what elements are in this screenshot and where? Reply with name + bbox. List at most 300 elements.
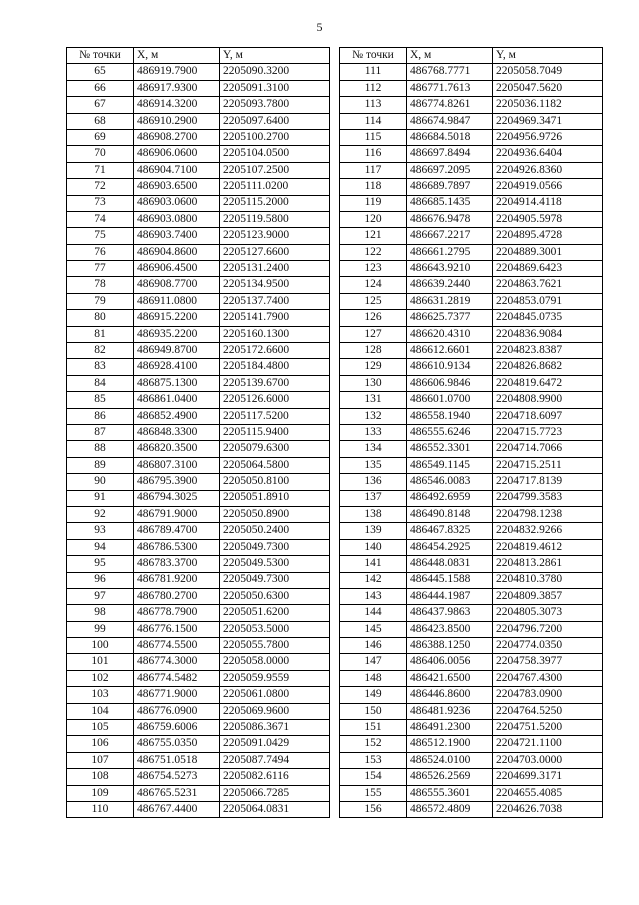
table-row bbox=[67, 392, 330, 408]
point-number-cell: 140 bbox=[340, 539, 407, 555]
y-coordinate-cell: 2205055.7800 bbox=[220, 638, 330, 654]
x-coordinate-cell: 486481.9236 bbox=[407, 703, 493, 719]
y-coordinate-cell: 2205139.6700 bbox=[220, 375, 330, 391]
y-coordinate-cell: 2204889.3001 bbox=[493, 244, 603, 260]
x-coordinate-cell: 486558.1940 bbox=[407, 408, 493, 424]
x-coordinate-cell: 486776.1500 bbox=[134, 621, 220, 637]
y-coordinate-cell: 2205093.7800 bbox=[220, 97, 330, 113]
table-row bbox=[67, 113, 330, 129]
point-number-cell: 150 bbox=[340, 703, 407, 719]
point-number-cell: 96 bbox=[67, 572, 134, 588]
table-row bbox=[67, 375, 330, 391]
x-coordinate-cell: 486606.9846 bbox=[407, 375, 493, 391]
y-coordinate-cell: 2204914.4118 bbox=[493, 195, 603, 211]
x-coordinate-cell: 486549.1145 bbox=[407, 457, 493, 473]
x-coordinate-cell: 486767.4400 bbox=[134, 801, 220, 817]
table-row bbox=[340, 490, 603, 506]
table-row bbox=[340, 736, 603, 752]
table-row bbox=[340, 556, 603, 572]
x-coordinate-cell: 486406.0056 bbox=[407, 654, 493, 670]
table-row bbox=[340, 326, 603, 342]
x-coordinate-cell: 486768.7771 bbox=[407, 64, 493, 80]
point-number-cell: 152 bbox=[340, 736, 407, 752]
coordinates-table-left bbox=[66, 47, 330, 818]
table-row bbox=[67, 588, 330, 604]
point-number-cell: 125 bbox=[340, 293, 407, 309]
page-number: 5 bbox=[316, 20, 323, 34]
x-coordinate-cell: 486919.7900 bbox=[134, 64, 220, 80]
y-coordinate-cell: 2205115.2000 bbox=[220, 195, 330, 211]
y-coordinate-cell: 2205047.5620 bbox=[493, 80, 603, 96]
point-number-cell: 76 bbox=[67, 244, 134, 260]
point-number-cell: 87 bbox=[67, 424, 134, 440]
y-coordinate-cell: 2205049.7300 bbox=[220, 539, 330, 555]
y-coordinate-cell: 2205091.0429 bbox=[220, 736, 330, 752]
table-row bbox=[67, 244, 330, 260]
point-number-cell: 135 bbox=[340, 457, 407, 473]
point-number-cell: 111 bbox=[340, 64, 407, 80]
point-number-cell: 93 bbox=[67, 523, 134, 539]
table-row bbox=[67, 720, 330, 736]
table-row bbox=[67, 326, 330, 342]
point-number-cell: 108 bbox=[67, 769, 134, 785]
point-number-cell: 83 bbox=[67, 359, 134, 375]
y-coordinate-cell: 2204936.6404 bbox=[493, 146, 603, 162]
y-coordinate-cell: 2205172.6600 bbox=[220, 343, 330, 359]
point-number-cell: 126 bbox=[340, 310, 407, 326]
point-number-cell: 81 bbox=[67, 326, 134, 342]
table-row bbox=[340, 97, 603, 113]
table-row bbox=[340, 64, 603, 80]
point-number-cell: 145 bbox=[340, 621, 407, 637]
point-number-cell: 69 bbox=[67, 129, 134, 145]
table-row bbox=[340, 146, 603, 162]
x-coordinate-cell: 486631.2819 bbox=[407, 293, 493, 309]
y-coordinate-cell: 2205091.3100 bbox=[220, 80, 330, 96]
point-number-cell: 84 bbox=[67, 375, 134, 391]
point-number-cell: 102 bbox=[67, 670, 134, 686]
table-row bbox=[340, 539, 603, 555]
y-coordinate-cell: 2205059.9559 bbox=[220, 670, 330, 686]
x-coordinate-cell: 486643.9210 bbox=[407, 261, 493, 277]
table-row bbox=[340, 277, 603, 293]
y-coordinate-cell: 2204895.4728 bbox=[493, 228, 603, 244]
x-coordinate-cell: 486848.3300 bbox=[134, 424, 220, 440]
table-row bbox=[340, 211, 603, 227]
x-coordinate-cell: 486572.4809 bbox=[407, 801, 493, 817]
x-coordinate-cell: 486625.7377 bbox=[407, 310, 493, 326]
table-row bbox=[67, 457, 330, 473]
y-coordinate-cell: 2205087.7494 bbox=[220, 752, 330, 768]
x-coordinate-cell: 486524.0100 bbox=[407, 752, 493, 768]
point-number-cell: 144 bbox=[340, 605, 407, 621]
table-row bbox=[340, 179, 603, 195]
table-row bbox=[67, 556, 330, 572]
point-number-cell: 92 bbox=[67, 506, 134, 522]
table-row bbox=[67, 146, 330, 162]
header-x: X, м bbox=[407, 48, 493, 64]
x-coordinate-cell: 486697.8494 bbox=[407, 146, 493, 162]
table-row bbox=[340, 785, 603, 801]
table-row bbox=[67, 769, 330, 785]
header-point-number: № точки bbox=[67, 48, 134, 64]
point-number-cell: 112 bbox=[340, 80, 407, 96]
table-row bbox=[340, 457, 603, 473]
x-coordinate-cell: 486490.8148 bbox=[407, 506, 493, 522]
x-coordinate-cell: 486765.5231 bbox=[134, 785, 220, 801]
table-row bbox=[67, 80, 330, 96]
x-coordinate-cell: 486610.9134 bbox=[407, 359, 493, 375]
x-coordinate-cell: 486908.7700 bbox=[134, 277, 220, 293]
y-coordinate-cell: 2205137.7400 bbox=[220, 293, 330, 309]
y-coordinate-cell: 2204715.7723 bbox=[493, 424, 603, 440]
y-coordinate-cell: 2204767.4300 bbox=[493, 670, 603, 686]
y-coordinate-cell: 2204774.0350 bbox=[493, 638, 603, 654]
point-number-cell: 94 bbox=[67, 539, 134, 555]
y-coordinate-cell: 2204905.5978 bbox=[493, 211, 603, 227]
point-number-cell: 130 bbox=[340, 375, 407, 391]
x-coordinate-cell: 486875.1300 bbox=[134, 375, 220, 391]
point-number-cell: 143 bbox=[340, 588, 407, 604]
point-number-cell: 155 bbox=[340, 785, 407, 801]
x-coordinate-cell: 486807.3100 bbox=[134, 457, 220, 473]
table-row bbox=[67, 539, 330, 555]
x-coordinate-cell: 486903.0800 bbox=[134, 211, 220, 227]
y-coordinate-cell: 2204863.7621 bbox=[493, 277, 603, 293]
x-coordinate-cell: 486903.0600 bbox=[134, 195, 220, 211]
point-number-cell: 117 bbox=[340, 162, 407, 178]
y-coordinate-cell: 2205097.6400 bbox=[220, 113, 330, 129]
point-number-cell: 95 bbox=[67, 556, 134, 572]
table-row bbox=[340, 392, 603, 408]
point-number-cell: 85 bbox=[67, 392, 134, 408]
x-coordinate-cell: 486908.2700 bbox=[134, 129, 220, 145]
y-coordinate-cell: 2205090.3200 bbox=[220, 64, 330, 80]
header-y: Y, м bbox=[493, 48, 603, 64]
y-coordinate-cell: 2205086.3671 bbox=[220, 720, 330, 736]
y-coordinate-cell: 2205050.6300 bbox=[220, 588, 330, 604]
point-number-cell: 70 bbox=[67, 146, 134, 162]
point-number-cell: 148 bbox=[340, 670, 407, 686]
table-row bbox=[340, 195, 603, 211]
x-coordinate-cell: 486928.4100 bbox=[134, 359, 220, 375]
table-row bbox=[340, 375, 603, 391]
y-coordinate-cell: 2205115.9400 bbox=[220, 424, 330, 440]
y-coordinate-cell: 2205141.7900 bbox=[220, 310, 330, 326]
x-coordinate-cell: 486791.9000 bbox=[134, 506, 220, 522]
y-coordinate-cell: 2205107.2500 bbox=[220, 162, 330, 178]
table-row bbox=[67, 736, 330, 752]
y-coordinate-cell: 2205066.7285 bbox=[220, 785, 330, 801]
table-row bbox=[67, 162, 330, 178]
point-number-cell: 129 bbox=[340, 359, 407, 375]
y-coordinate-cell: 2204699.3171 bbox=[493, 769, 603, 785]
point-number-cell: 133 bbox=[340, 424, 407, 440]
table-row bbox=[340, 162, 603, 178]
table-row bbox=[67, 785, 330, 801]
point-number-cell: 82 bbox=[67, 343, 134, 359]
y-coordinate-cell: 2204819.4612 bbox=[493, 539, 603, 555]
x-coordinate-cell: 486601.0700 bbox=[407, 392, 493, 408]
point-number-cell: 65 bbox=[67, 64, 134, 80]
point-number-cell: 124 bbox=[340, 277, 407, 293]
y-coordinate-cell: 2204819.6472 bbox=[493, 375, 603, 391]
point-number-cell: 116 bbox=[340, 146, 407, 162]
x-coordinate-cell: 486904.8600 bbox=[134, 244, 220, 260]
table-row bbox=[67, 572, 330, 588]
point-number-cell: 110 bbox=[67, 801, 134, 817]
y-coordinate-cell: 2205050.8900 bbox=[220, 506, 330, 522]
x-coordinate-cell: 486935.2200 bbox=[134, 326, 220, 342]
table-row bbox=[340, 654, 603, 670]
y-coordinate-cell: 2205051.8910 bbox=[220, 490, 330, 506]
point-number-cell: 88 bbox=[67, 441, 134, 457]
x-coordinate-cell: 486445.1588 bbox=[407, 572, 493, 588]
y-coordinate-cell: 2204718.6097 bbox=[493, 408, 603, 424]
y-coordinate-cell: 2204764.5250 bbox=[493, 703, 603, 719]
point-number-cell: 121 bbox=[340, 228, 407, 244]
point-number-cell: 74 bbox=[67, 211, 134, 227]
point-number-cell: 136 bbox=[340, 474, 407, 490]
y-coordinate-cell: 2204798.1238 bbox=[493, 506, 603, 522]
table-row bbox=[340, 244, 603, 260]
table-row bbox=[340, 621, 603, 637]
x-coordinate-cell: 486697.2095 bbox=[407, 162, 493, 178]
point-number-cell: 151 bbox=[340, 720, 407, 736]
x-coordinate-cell: 486454.2925 bbox=[407, 539, 493, 555]
table-row bbox=[67, 293, 330, 309]
y-coordinate-cell: 2205079.6300 bbox=[220, 441, 330, 457]
y-coordinate-cell: 2204845.0735 bbox=[493, 310, 603, 326]
point-number-cell: 73 bbox=[67, 195, 134, 211]
x-coordinate-cell: 486755.0350 bbox=[134, 736, 220, 752]
y-coordinate-cell: 2205053.5000 bbox=[220, 621, 330, 637]
x-coordinate-cell: 486620.4310 bbox=[407, 326, 493, 342]
point-number-cell: 118 bbox=[340, 179, 407, 195]
y-coordinate-cell: 2204655.4085 bbox=[493, 785, 603, 801]
y-coordinate-cell: 2205131.2400 bbox=[220, 261, 330, 277]
y-coordinate-cell: 2204926.8360 bbox=[493, 162, 603, 178]
point-number-cell: 79 bbox=[67, 293, 134, 309]
point-number-cell: 147 bbox=[340, 654, 407, 670]
point-number-cell: 156 bbox=[340, 801, 407, 817]
y-coordinate-cell: 2204805.3073 bbox=[493, 605, 603, 621]
y-coordinate-cell: 2205051.6200 bbox=[220, 605, 330, 621]
x-coordinate-cell: 486612.6601 bbox=[407, 343, 493, 359]
x-coordinate-cell: 486423.8500 bbox=[407, 621, 493, 637]
x-coordinate-cell: 486906.0600 bbox=[134, 146, 220, 162]
y-coordinate-cell: 2205064.5800 bbox=[220, 457, 330, 473]
x-coordinate-cell: 486906.4500 bbox=[134, 261, 220, 277]
table-row bbox=[67, 441, 330, 457]
table-header-row bbox=[67, 48, 330, 64]
x-coordinate-cell: 486904.7100 bbox=[134, 162, 220, 178]
x-coordinate-cell: 486917.9300 bbox=[134, 80, 220, 96]
point-number-cell: 119 bbox=[340, 195, 407, 211]
x-coordinate-cell: 486421.6500 bbox=[407, 670, 493, 686]
x-coordinate-cell: 486684.5018 bbox=[407, 129, 493, 145]
x-coordinate-cell: 486526.2569 bbox=[407, 769, 493, 785]
table-row bbox=[340, 80, 603, 96]
y-coordinate-cell: 2205184.4800 bbox=[220, 359, 330, 375]
table-row bbox=[340, 638, 603, 654]
x-coordinate-cell: 486437.9863 bbox=[407, 605, 493, 621]
point-number-cell: 75 bbox=[67, 228, 134, 244]
y-coordinate-cell: 2204810.3780 bbox=[493, 572, 603, 588]
table-row bbox=[67, 523, 330, 539]
x-coordinate-cell: 486771.7613 bbox=[407, 80, 493, 96]
x-coordinate-cell: 486911.0800 bbox=[134, 293, 220, 309]
point-number-cell: 146 bbox=[340, 638, 407, 654]
x-coordinate-cell: 486783.3700 bbox=[134, 556, 220, 572]
y-coordinate-cell: 2204714.7066 bbox=[493, 441, 603, 457]
table-row bbox=[340, 261, 603, 277]
table-row bbox=[340, 720, 603, 736]
point-number-cell: 109 bbox=[67, 785, 134, 801]
point-number-cell: 99 bbox=[67, 621, 134, 637]
y-coordinate-cell: 2204809.3857 bbox=[493, 588, 603, 604]
point-number-cell: 137 bbox=[340, 490, 407, 506]
table-row bbox=[67, 621, 330, 637]
x-coordinate-cell: 486388.1250 bbox=[407, 638, 493, 654]
x-coordinate-cell: 486903.6500 bbox=[134, 179, 220, 195]
x-coordinate-cell: 486780.2700 bbox=[134, 588, 220, 604]
y-coordinate-cell: 2204969.3471 bbox=[493, 113, 603, 129]
point-number-cell: 131 bbox=[340, 392, 407, 408]
y-coordinate-cell: 2205126.6000 bbox=[220, 392, 330, 408]
y-coordinate-cell: 2205049.7300 bbox=[220, 572, 330, 588]
table-row bbox=[340, 293, 603, 309]
table-row bbox=[67, 605, 330, 621]
point-number-cell: 71 bbox=[67, 162, 134, 178]
x-coordinate-cell: 486778.7900 bbox=[134, 605, 220, 621]
y-coordinate-cell: 2205061.0800 bbox=[220, 687, 330, 703]
y-coordinate-cell: 2204703.0000 bbox=[493, 752, 603, 768]
x-coordinate-cell: 486546.0083 bbox=[407, 474, 493, 490]
x-coordinate-cell: 486491.2300 bbox=[407, 720, 493, 736]
point-number-cell: 106 bbox=[67, 736, 134, 752]
x-coordinate-cell: 486754.5273 bbox=[134, 769, 220, 785]
y-coordinate-cell: 2204836.9084 bbox=[493, 326, 603, 342]
table-row bbox=[67, 343, 330, 359]
point-number-cell: 101 bbox=[67, 654, 134, 670]
x-coordinate-cell: 486781.9200 bbox=[134, 572, 220, 588]
y-coordinate-cell: 2204808.9900 bbox=[493, 392, 603, 408]
y-coordinate-cell: 2204853.0791 bbox=[493, 293, 603, 309]
point-number-cell: 132 bbox=[340, 408, 407, 424]
point-number-cell: 90 bbox=[67, 474, 134, 490]
x-coordinate-cell: 486915.2200 bbox=[134, 310, 220, 326]
point-number-cell: 78 bbox=[67, 277, 134, 293]
x-coordinate-cell: 486751.0518 bbox=[134, 752, 220, 768]
table-row bbox=[340, 605, 603, 621]
point-number-cell: 113 bbox=[340, 97, 407, 113]
table-row bbox=[67, 670, 330, 686]
x-coordinate-cell: 486820.3500 bbox=[134, 441, 220, 457]
y-coordinate-cell: 2204717.8139 bbox=[493, 474, 603, 490]
y-coordinate-cell: 2205104.0500 bbox=[220, 146, 330, 162]
y-coordinate-cell: 2205050.8100 bbox=[220, 474, 330, 490]
y-coordinate-cell: 2205082.6116 bbox=[220, 769, 330, 785]
y-coordinate-cell: 2204758.3977 bbox=[493, 654, 603, 670]
point-number-cell: 149 bbox=[340, 687, 407, 703]
x-coordinate-cell: 486444.1987 bbox=[407, 588, 493, 604]
table-row bbox=[340, 687, 603, 703]
y-coordinate-cell: 2205127.6600 bbox=[220, 244, 330, 260]
table-row bbox=[340, 474, 603, 490]
table-row bbox=[67, 703, 330, 719]
table-row bbox=[67, 195, 330, 211]
x-coordinate-cell: 486676.9478 bbox=[407, 211, 493, 227]
table-row bbox=[67, 277, 330, 293]
table-row bbox=[67, 801, 330, 817]
point-number-cell: 100 bbox=[67, 638, 134, 654]
table-row bbox=[340, 506, 603, 522]
point-number-cell: 107 bbox=[67, 752, 134, 768]
point-number-cell: 97 bbox=[67, 588, 134, 604]
table-row bbox=[340, 441, 603, 457]
table-row bbox=[340, 129, 603, 145]
table-row bbox=[67, 179, 330, 195]
point-number-cell: 115 bbox=[340, 129, 407, 145]
table-row bbox=[67, 228, 330, 244]
x-coordinate-cell: 486667.2217 bbox=[407, 228, 493, 244]
table-row bbox=[340, 769, 603, 785]
point-number-cell: 105 bbox=[67, 720, 134, 736]
point-number-cell: 127 bbox=[340, 326, 407, 342]
table-row bbox=[340, 801, 603, 817]
y-coordinate-cell: 2205050.2400 bbox=[220, 523, 330, 539]
y-coordinate-cell: 2204823.8387 bbox=[493, 343, 603, 359]
point-number-cell: 91 bbox=[67, 490, 134, 506]
table-row bbox=[67, 310, 330, 326]
point-number-cell: 154 bbox=[340, 769, 407, 785]
point-number-cell: 141 bbox=[340, 556, 407, 572]
x-coordinate-cell: 486685.1435 bbox=[407, 195, 493, 211]
point-number-cell: 139 bbox=[340, 523, 407, 539]
point-number-cell: 98 bbox=[67, 605, 134, 621]
y-coordinate-cell: 2205119.5800 bbox=[220, 211, 330, 227]
x-coordinate-cell: 486552.3301 bbox=[407, 441, 493, 457]
table-row bbox=[340, 523, 603, 539]
y-coordinate-cell: 2205036.1182 bbox=[493, 97, 603, 113]
y-coordinate-cell: 2205058.7049 bbox=[493, 64, 603, 80]
y-coordinate-cell: 2205069.9600 bbox=[220, 703, 330, 719]
table-row bbox=[340, 703, 603, 719]
x-coordinate-cell: 486774.5500 bbox=[134, 638, 220, 654]
x-coordinate-cell: 486467.8325 bbox=[407, 523, 493, 539]
x-coordinate-cell: 486446.8600 bbox=[407, 687, 493, 703]
y-coordinate-cell: 2204919.0566 bbox=[493, 179, 603, 195]
x-coordinate-cell: 486776.0900 bbox=[134, 703, 220, 719]
x-coordinate-cell: 486786.5300 bbox=[134, 539, 220, 555]
x-coordinate-cell: 486512.1900 bbox=[407, 736, 493, 752]
y-coordinate-cell: 2205160.1300 bbox=[220, 326, 330, 342]
table-row bbox=[67, 129, 330, 145]
table-row bbox=[340, 424, 603, 440]
point-number-cell: 66 bbox=[67, 80, 134, 96]
point-number-cell: 68 bbox=[67, 113, 134, 129]
table-row bbox=[67, 752, 330, 768]
table-row bbox=[340, 752, 603, 768]
y-coordinate-cell: 2205134.9500 bbox=[220, 277, 330, 293]
y-coordinate-cell: 2205111.0200 bbox=[220, 179, 330, 195]
point-number-cell: 89 bbox=[67, 457, 134, 473]
y-coordinate-cell: 2205117.5200 bbox=[220, 408, 330, 424]
x-coordinate-cell: 486794.3025 bbox=[134, 490, 220, 506]
point-number-cell: 142 bbox=[340, 572, 407, 588]
table-row bbox=[340, 572, 603, 588]
